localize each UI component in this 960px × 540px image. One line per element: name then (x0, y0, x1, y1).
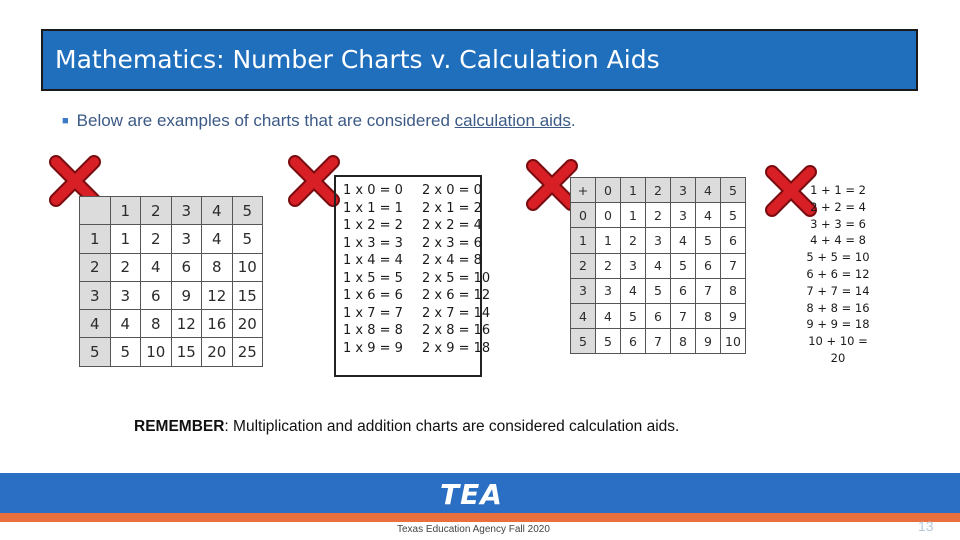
table-cell: 4 (202, 225, 233, 253)
table-header-row (80, 197, 263, 225)
table-cell: 12 (171, 310, 202, 338)
addition-chart (570, 177, 746, 354)
table-cell: 1 (110, 225, 141, 253)
table-cell: 0 (571, 203, 596, 228)
table-cell: 4 (621, 278, 646, 303)
bullet-square-icon: ■ (62, 115, 69, 127)
fact-line: 1 x 3 = 3 (343, 235, 403, 251)
sum-line: 6 + 6 = 12 (806, 266, 870, 281)
page-number: 13 (918, 518, 934, 534)
fact-line: 1 x 1 = 1 (343, 200, 403, 216)
table-cell: 1 (80, 225, 111, 253)
table-cell: 7 (696, 278, 721, 303)
sum-line: 5 + 5 = 10 (806, 250, 870, 265)
fact-line: 2 x 8 = 16 (422, 323, 491, 338)
fact-line: 2 x 7 = 14 (422, 305, 491, 321)
table-header-cell: 3 (171, 197, 202, 225)
table-cell: 8 (721, 278, 746, 303)
table-cell: 9 (721, 303, 746, 328)
table-row (571, 203, 746, 228)
table-cell: 2 (80, 253, 111, 281)
fact-line: 2 x 3 = 6 (422, 235, 482, 251)
table-row (571, 253, 746, 278)
sum-line: 2 + 2 = 4 (810, 199, 866, 214)
fact-line: 2 x 0 = 0 (422, 183, 482, 198)
table-cell: 6 (646, 303, 671, 328)
table-row (80, 253, 263, 281)
bullet-text-before: Below are examples of charts that are considered (76, 111, 455, 130)
table-cell: 5 (696, 228, 721, 253)
table-cell: 10 (141, 338, 172, 366)
remember-text: : Multiplication and addition charts are considered calculation aids. (224, 418, 680, 435)
table-cell: 4 (571, 303, 596, 328)
doubles-sums-list (796, 182, 880, 367)
sum-line: 20 (830, 350, 846, 365)
table-row (571, 228, 746, 253)
fact-line: 2 x 5 = 10 (422, 270, 491, 286)
fact-line: 1 x 8 = 8 (343, 323, 403, 338)
table-cell: 20 (202, 338, 233, 366)
sum-line: 8 + 8 = 16 (806, 300, 870, 315)
table-row (571, 329, 746, 354)
table-row (80, 338, 263, 366)
table-cell: 5 (621, 303, 646, 328)
remember-note (134, 418, 679, 436)
facts-column-ones (343, 182, 403, 357)
table-header-cell (80, 197, 111, 225)
table-cell: 3 (80, 281, 111, 309)
fact-line: 2 x 2 = 4 (422, 218, 482, 233)
table-cell: 15 (232, 281, 263, 309)
facts-column-twos (422, 182, 490, 357)
title-banner (41, 29, 918, 91)
table-cell: 6 (696, 253, 721, 278)
table-header-cell: 2 (141, 197, 172, 225)
table-cell: 4 (80, 310, 111, 338)
table-cell: 5 (232, 225, 263, 253)
table-cell: 6 (621, 329, 646, 354)
fact-line: 1 x 5 = 5 (343, 270, 403, 286)
table-cell: 3 (110, 281, 141, 309)
table-cell: 3 (596, 278, 621, 303)
table-header-cell: 1 (110, 197, 141, 225)
calculation-aids-link[interactable]: calculation aids (454, 111, 571, 130)
table-cell: 9 (696, 329, 721, 354)
fact-line: 2 x 9 = 18 (422, 340, 491, 356)
table-row (80, 225, 263, 253)
table-cell: 16 (202, 310, 233, 338)
table-header-cell: 4 (696, 178, 721, 203)
table-header-cell: 5 (721, 178, 746, 203)
table-cell: 3 (671, 203, 696, 228)
fact-line: 1 x 6 = 6 (343, 288, 403, 303)
table-cell: 2 (141, 225, 172, 253)
fact-line: 2 x 4 = 8 (422, 253, 482, 268)
table-cell: 6 (171, 253, 202, 281)
table-cell: 3 (621, 253, 646, 278)
table-cell: 10 (232, 253, 263, 281)
table-cell: 2 (571, 253, 596, 278)
table-cell: 8 (141, 310, 172, 338)
table-header-cell: 0 (596, 178, 621, 203)
table-header-row (571, 178, 746, 203)
table-cell: 5 (671, 253, 696, 278)
table-cell: 5 (571, 329, 596, 354)
table-cell: 5 (721, 203, 746, 228)
table-header-cell: 3 (671, 178, 696, 203)
sum-line: 4 + 4 = 8 (810, 233, 866, 248)
table-cell: 1 (571, 228, 596, 253)
slide-title: Mathematics: Number Charts v. Calculation Aids (55, 45, 660, 74)
sum-line: 7 + 7 = 14 (806, 283, 870, 298)
table-cell: 4 (141, 253, 172, 281)
sum-line: 9 + 9 = 18 (806, 317, 870, 332)
fact-line: 2 x 1 = 2 (422, 200, 482, 216)
tea-logo: TEA (440, 478, 503, 511)
footer-agency-text: Texas Education Agency Fall 2020 (397, 524, 550, 535)
sum-line: 3 + 3 = 6 (810, 216, 866, 231)
table-cell: 2 (621, 228, 646, 253)
table-header-cell: 1 (621, 178, 646, 203)
fact-line: 1 x 7 = 7 (343, 305, 403, 321)
fact-line: 1 x 4 = 4 (343, 253, 403, 268)
sum-line: 10 + 10 = (808, 334, 868, 349)
table-cell: 25 (232, 338, 263, 366)
table-cell: 15 (171, 338, 202, 366)
table-cell: 4 (110, 310, 141, 338)
table-cell: 8 (671, 329, 696, 354)
table-cell: 3 (171, 225, 202, 253)
table-row (571, 303, 746, 328)
table-cell: 6 (671, 278, 696, 303)
table-header-cell: 4 (202, 197, 233, 225)
table-cell: 2 (110, 253, 141, 281)
fact-line: 2 x 6 = 12 (422, 288, 491, 303)
table-row (80, 281, 263, 309)
table-cell: 2 (646, 203, 671, 228)
table-cell: 4 (596, 303, 621, 328)
table-cell: 8 (696, 303, 721, 328)
table-header-cell: 5 (232, 197, 263, 225)
table-cell: 7 (721, 253, 746, 278)
table-cell: 10 (721, 329, 746, 354)
bullet-text-after: . (570, 111, 576, 130)
table-cell: 7 (646, 329, 671, 354)
remember-label: REMEMBER (134, 418, 225, 435)
table-row (571, 278, 746, 303)
table-cell: 3 (646, 228, 671, 253)
table-cell: 2 (596, 253, 621, 278)
table-cell: 6 (721, 228, 746, 253)
table-cell: 7 (671, 303, 696, 328)
table-cell: 20 (232, 310, 263, 338)
table-cell: 6 (141, 281, 172, 309)
table-cell: 5 (596, 329, 621, 354)
table-cell: 8 (202, 253, 233, 281)
table-cell: 5 (110, 338, 141, 366)
table-cell: 4 (671, 228, 696, 253)
fact-line: 1 x 9 = 9 (343, 340, 403, 356)
table-row (80, 310, 263, 338)
table-cell: 4 (696, 203, 721, 228)
sum-line: 1 + 1 = 2 (810, 183, 866, 197)
footer-accent-stripe (0, 513, 960, 522)
table-header-cell: + (571, 178, 596, 203)
table-cell: 1 (621, 203, 646, 228)
bullet-line (62, 111, 576, 131)
table-cell: 5 (646, 278, 671, 303)
table-cell: 1 (596, 228, 621, 253)
table-cell: 9 (171, 281, 202, 309)
table-cell: 3 (571, 278, 596, 303)
table-cell: 0 (596, 203, 621, 228)
table-cell: 5 (80, 338, 111, 366)
multiplication-facts-box (334, 175, 491, 377)
table-cell: 4 (646, 253, 671, 278)
fact-line: 1 x 0 = 0 (343, 183, 403, 198)
table-header-cell: 2 (646, 178, 671, 203)
table-cell: 12 (202, 281, 233, 309)
fact-line: 1 x 2 = 2 (343, 218, 403, 233)
multiplication-chart (79, 196, 263, 367)
